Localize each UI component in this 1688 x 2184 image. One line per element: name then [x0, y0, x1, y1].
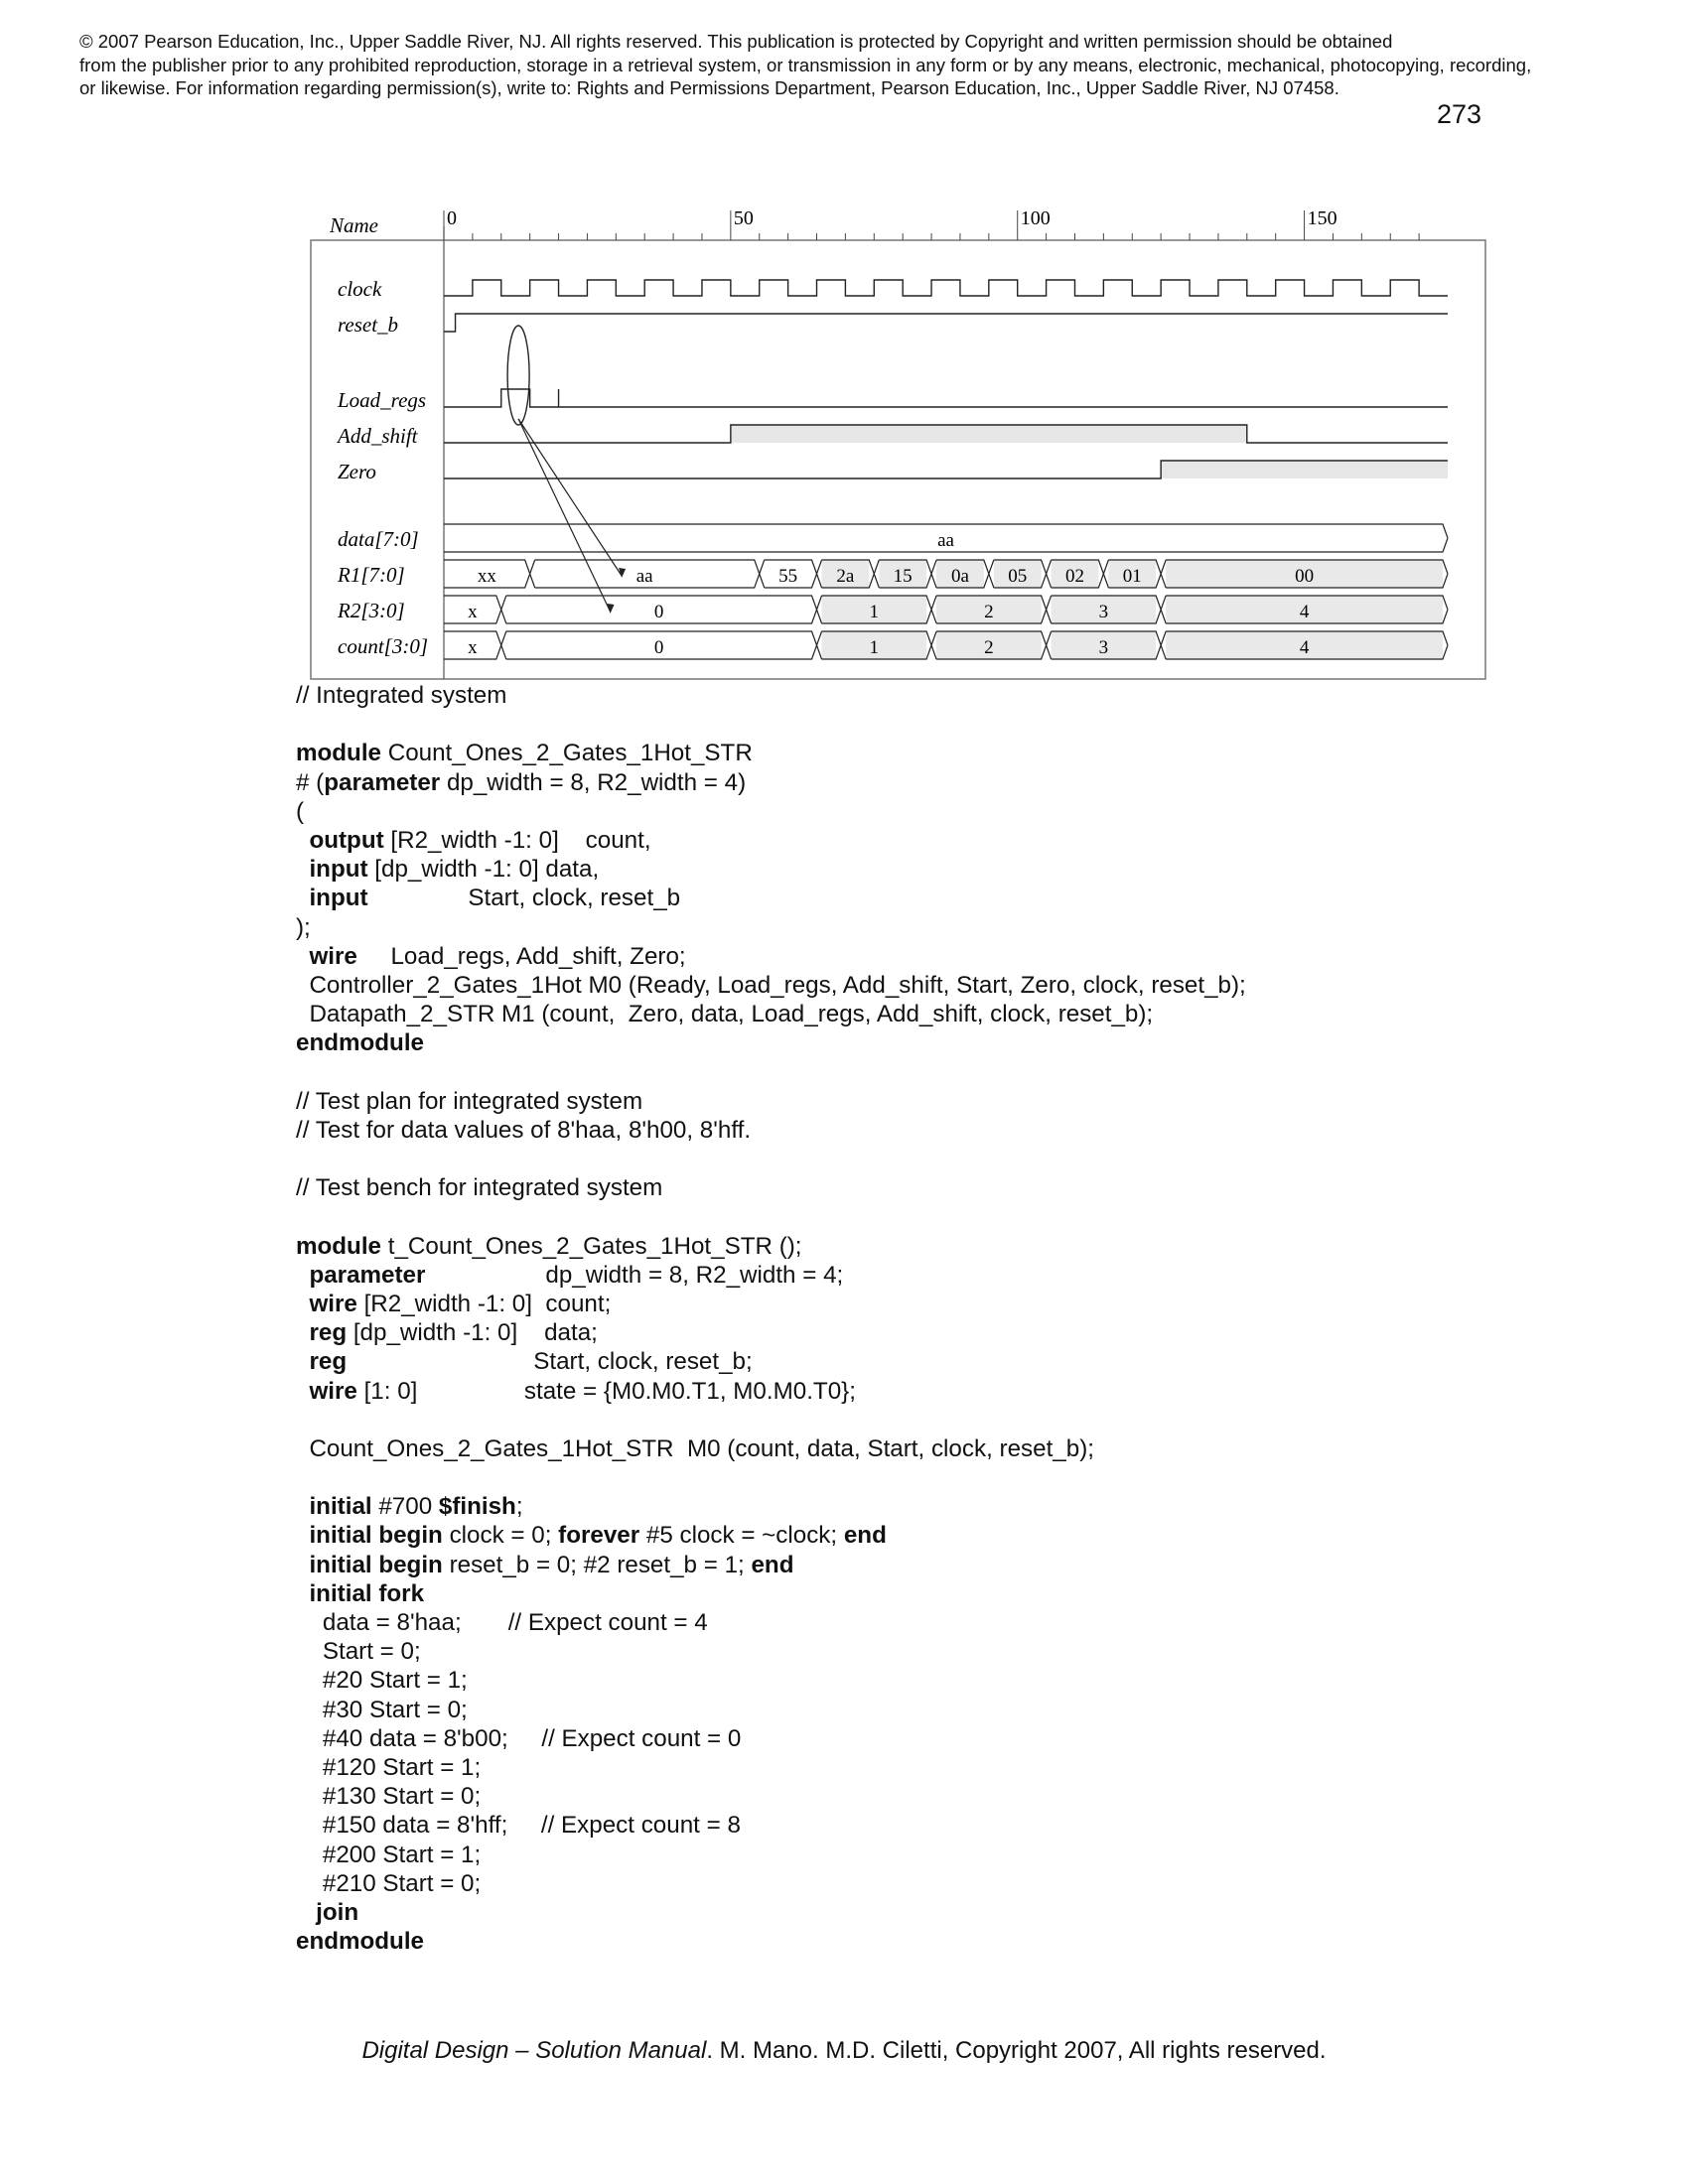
bus-value: 3	[1098, 602, 1109, 622]
code-text: (	[296, 797, 305, 825]
code-keyword: module	[296, 740, 382, 767]
code-line	[296, 1434, 1246, 1463]
code-line	[296, 1347, 1246, 1376]
timing-diagram	[308, 199, 1489, 685]
code-text: # (	[296, 768, 325, 796]
signal-label-data70: data[7:0]	[338, 527, 419, 551]
code-text: // Test plan for integrated system	[296, 1087, 643, 1115]
code-keyword: input	[309, 856, 368, 884]
bus-value: 01	[1122, 566, 1142, 587]
code-line	[296, 1608, 1246, 1637]
code-text: // Test for data values of 8'haa, 8'h00, 8'hff.	[296, 1116, 752, 1144]
code-keyword: wire	[309, 942, 357, 970]
code-line	[296, 1290, 1246, 1318]
code-text: data = 8'haa; // Expect count = 4	[296, 1609, 708, 1636]
bus-value: 00	[1295, 566, 1315, 587]
bus-value: 0a	[950, 566, 969, 587]
copyright-line-1: © 2007 Pearson Education, Inc., Upper Saddle River, NJ. All rights reserved. This publication is protected by Copyright and written permission should be obtained	[79, 31, 1393, 52]
bus-value: 05	[1008, 566, 1028, 587]
ruler-label: 100	[1020, 207, 1051, 229]
signal-label-clock: clock	[338, 277, 382, 301]
code-text: reset_b = 0; #2 reset_b = 1;	[442, 1551, 752, 1578]
code-text: #120 Start = 1;	[296, 1753, 482, 1781]
bus-value: 55	[778, 566, 798, 587]
page-number: 273	[1436, 99, 1481, 129]
code-line	[296, 797, 1246, 826]
signal-high-shading	[1161, 461, 1448, 478]
bus-value: 2	[984, 637, 994, 658]
code-keyword: module	[296, 1232, 382, 1260]
code-text: #20 Start = 1;	[296, 1667, 468, 1695]
bus-value: 15	[893, 566, 913, 587]
code-line	[296, 1927, 1246, 1956]
code-text: #130 Start = 0;	[296, 1783, 482, 1811]
code-line	[296, 1869, 1246, 1898]
code-line	[296, 1696, 1246, 1724]
code-keyword: initial begin	[309, 1551, 443, 1578]
bus-value: 1	[869, 602, 880, 622]
code-keyword: initial begin	[309, 1522, 443, 1550]
bit-waveform-load_regs	[444, 389, 1448, 407]
code-text: Datapath_2_STR M1 (count, Zero, data, Load_regs, Add_shift, clock, reset_b);	[296, 1001, 1154, 1028]
code-line	[296, 1087, 1246, 1116]
code-text: );	[296, 913, 311, 941]
bus-value: aa	[635, 566, 653, 587]
code-text: t_Count_Ones_2_Gates_1Hot_STR ();	[381, 1232, 802, 1260]
code-keyword: wire	[309, 1377, 357, 1405]
code-line	[296, 1492, 1246, 1521]
code-text: Count_Ones_2_Gates_1Hot_STR	[381, 740, 753, 767]
code-text: ;	[515, 1493, 523, 1521]
code-line	[296, 1406, 1246, 1434]
code-line	[296, 1116, 1246, 1145]
code-text: Start, clock, reset_b	[367, 885, 681, 912]
code-text: // Integrated system	[296, 682, 507, 709]
bus-value: 3	[1098, 637, 1109, 658]
bus-value: xx	[477, 566, 496, 587]
clock-waveform	[444, 280, 1448, 296]
code-line	[296, 855, 1246, 884]
annotation-arrow	[518, 419, 610, 612]
code-text: [dp_width -1: 0] data;	[347, 1319, 598, 1347]
code-text	[296, 943, 309, 970]
code-text	[296, 1552, 309, 1578]
code-keyword: forever	[558, 1522, 640, 1550]
code-text: #150 data = 8'hff; // Expect count = 8	[296, 1812, 741, 1840]
signal-label-loadregs: Load_regs	[338, 388, 427, 412]
code-text	[296, 1291, 309, 1317]
code-line	[296, 1232, 1246, 1261]
code-line	[296, 1782, 1246, 1811]
code-line	[296, 1521, 1246, 1550]
code-text: Start, clock, reset_b;	[347, 1348, 753, 1376]
code-text: #30 Start = 0;	[296, 1696, 468, 1723]
code-text	[296, 1378, 309, 1405]
signal-label-r230: R2[3:0]	[338, 599, 405, 622]
bus-value: 2	[984, 602, 994, 622]
code-text: [dp_width -1: 0] data,	[367, 856, 600, 884]
copyright-notice	[79, 30, 1628, 100]
signal-label-resetb: reset_b	[338, 313, 399, 337]
bus-value: x	[468, 637, 478, 658]
bus-value: 1	[869, 637, 880, 658]
verilog-code-listing	[296, 681, 1246, 1956]
signal-label-addshift: Add_shift	[338, 424, 418, 448]
code-line	[296, 1318, 1246, 1347]
code-keyword: join	[316, 1898, 359, 1926]
code-text: Count_Ones_2_Gates_1Hot_STR M0 (count, data, Start, clock, reset_b);	[296, 1434, 1094, 1462]
code-text	[296, 885, 309, 911]
ruler-label: 50	[733, 207, 754, 229]
footer-title: Digital Design – Solution Manual	[361, 2037, 707, 2064]
code-text	[296, 1493, 309, 1520]
code-keyword: parameter	[309, 1261, 426, 1289]
ruler-label: 0	[447, 207, 457, 229]
code-line	[296, 1173, 1246, 1202]
code-line	[296, 768, 1246, 797]
bus-value: x	[468, 602, 478, 622]
code-text: #40 data = 8'b00; // Expect count = 0	[296, 1724, 742, 1752]
code-text: #700	[371, 1493, 439, 1521]
code-line	[296, 1261, 1246, 1290]
code-line	[296, 1637, 1246, 1666]
code-text: [R2_width -1: 0] count;	[356, 1290, 612, 1317]
code-text: Controller_2_Gates_1Hot M0 (Ready, Load_regs, Add_shift, Start, Zero, clock, reset_b);	[296, 971, 1246, 999]
copyright-line-2: from the publisher prior to any prohibited reproduction, storage in a retrieval system, or transmission in any form or by any means, electronic, mechanical, photocopying, recording,	[79, 54, 1532, 75]
code-line	[296, 1000, 1246, 1028]
code-line	[296, 1753, 1246, 1782]
code-line	[296, 1463, 1246, 1492]
code-line	[296, 1551, 1246, 1579]
bus-value: 4	[1299, 637, 1310, 658]
bus-value: aa	[937, 530, 954, 551]
name-column-header: Name	[330, 213, 378, 237]
copyright-line-3: or likewise. For information regarding permission(s), write to: Rights and Permissions Department, Pearson Education, Inc., Upper Saddle River, NJ 07458.	[79, 77, 1339, 98]
annotation-ellipse	[507, 326, 529, 425]
code-text	[296, 1348, 309, 1375]
code-text: Start = 0;	[296, 1638, 421, 1666]
code-line	[296, 1579, 1246, 1608]
code-line	[296, 942, 1246, 971]
code-text: #210 Start = 0;	[296, 1869, 482, 1897]
code-text	[296, 1580, 309, 1607]
code-keyword: input	[309, 885, 368, 912]
code-keyword: wire	[309, 1290, 357, 1317]
page-footer	[0, 2037, 1688, 2065]
code-text	[296, 856, 309, 883]
code-line	[296, 1811, 1246, 1840]
code-text: dp_width = 8, R2_width = 4)	[440, 768, 747, 796]
signal-label-r170: R1[7:0]	[338, 563, 405, 587]
code-text: #200 Start = 1;	[296, 1841, 482, 1868]
code-line	[296, 1898, 1246, 1927]
code-line	[296, 913, 1246, 942]
code-line	[296, 739, 1246, 767]
code-keyword: endmodule	[296, 1029, 425, 1057]
code-keyword: parameter	[324, 768, 441, 796]
signal-label-zero: Zero	[338, 460, 376, 483]
bus-value: 4	[1299, 602, 1310, 622]
code-line	[296, 971, 1246, 1000]
code-text: [1: 0] state = {M0.M0.T1, M0.M0.T0};	[356, 1377, 856, 1405]
code-text: Load_regs, Add_shift, Zero;	[356, 942, 686, 970]
code-line	[296, 1202, 1246, 1231]
code-text	[296, 827, 309, 854]
bus-value: 0	[653, 602, 664, 622]
code-line	[296, 681, 1246, 710]
code-keyword: output	[309, 826, 384, 854]
ruler-label: 150	[1307, 207, 1337, 229]
code-text: dp_width = 8, R2_width = 4;	[425, 1261, 844, 1289]
code-text: [R2_width -1: 0] count,	[383, 826, 651, 854]
code-line	[296, 710, 1246, 739]
code-text	[296, 1522, 309, 1549]
signal-high-shading	[731, 425, 1247, 443]
footer-credits: . M. Mano. M.D. Ciletti, Copyright 2007, All rights reserved.	[706, 2037, 1327, 2064]
code-line	[296, 1841, 1246, 1869]
code-line	[296, 1666, 1246, 1695]
code-line	[296, 1377, 1246, 1406]
code-keyword: endmodule	[296, 1928, 425, 1956]
code-keyword: end	[843, 1522, 887, 1550]
code-line	[296, 826, 1246, 855]
bit-waveform-reset_b	[444, 314, 1448, 332]
bus-value: 02	[1064, 566, 1084, 587]
code-text: clock = 0;	[442, 1522, 559, 1550]
code-keyword: end	[751, 1551, 794, 1578]
code-keyword: $finish	[438, 1493, 516, 1521]
code-text: // Test bench for integrated system	[296, 1174, 663, 1202]
code-text: #5 clock = ~clock;	[639, 1522, 844, 1550]
code-keyword: reg	[309, 1319, 348, 1347]
code-line	[296, 1057, 1246, 1086]
code-line	[296, 1724, 1246, 1753]
bus-value: 0	[653, 637, 664, 658]
bus-value: 2a	[836, 566, 855, 587]
signal-label-count30: count[3:0]	[338, 634, 428, 658]
code-keyword: reg	[309, 1348, 348, 1376]
code-line	[296, 884, 1246, 912]
code-text	[296, 1899, 316, 1926]
code-text	[296, 1319, 309, 1346]
code-keyword: initial fork	[309, 1579, 425, 1607]
code-keyword: initial	[309, 1493, 372, 1521]
code-text	[296, 1262, 309, 1289]
code-line	[296, 1145, 1246, 1173]
code-line	[296, 1028, 1246, 1057]
